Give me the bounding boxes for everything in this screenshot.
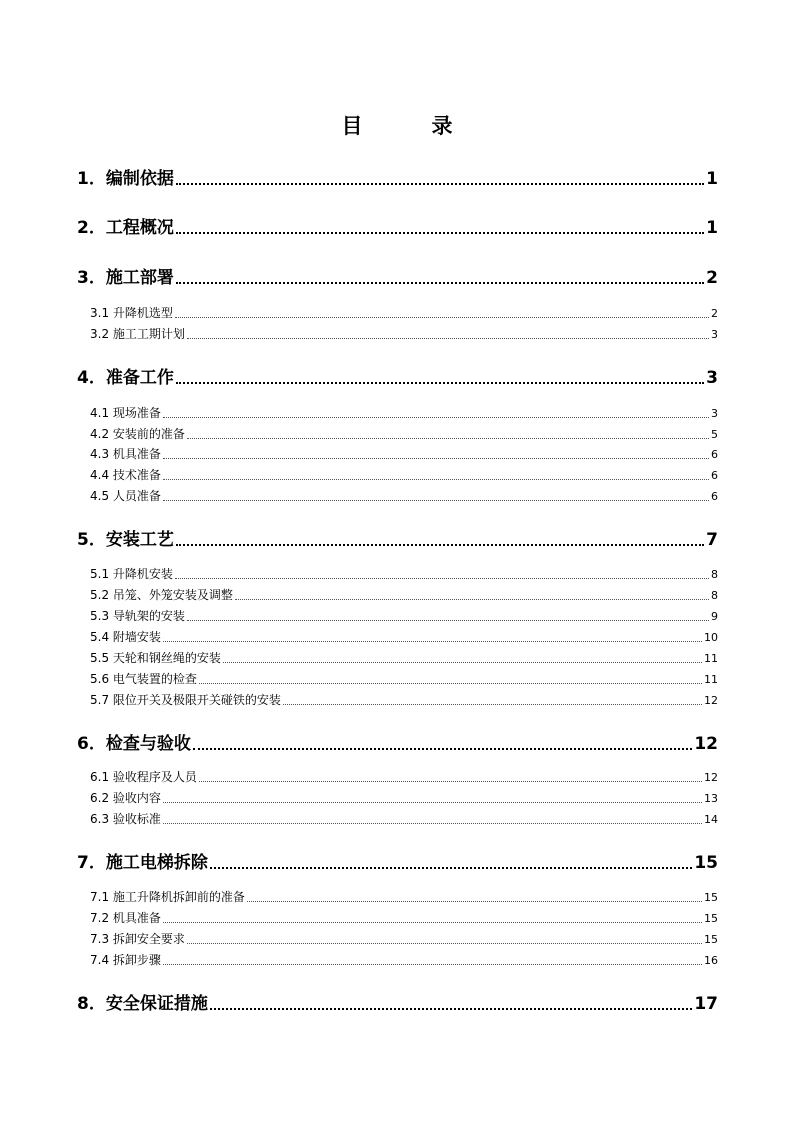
toc-entry-text: 7．施工电梯拆除	[77, 853, 208, 873]
toc-leader-dots	[163, 823, 702, 824]
toc-entry-text: 3.1 升降机选型	[90, 306, 173, 320]
toc-page-number: 5	[711, 428, 718, 441]
toc-page-number: 10	[704, 631, 718, 644]
toc-page-number: 6	[711, 469, 718, 482]
toc-entry-text: 6.3 验收标准	[90, 812, 161, 826]
toc-leader-dots	[163, 802, 702, 803]
toc-entry-text: 6．检查与验收	[77, 734, 191, 754]
toc-entry-text: 6.2 验收内容	[90, 791, 161, 805]
toc-page-number: 6	[711, 448, 718, 461]
toc-entry-text: 3．施工部署	[77, 268, 174, 288]
toc-page-number: 8	[711, 589, 718, 602]
toc-section-entry[interactable]	[90, 909, 718, 926]
toc-section-entry[interactable]	[90, 304, 718, 321]
toc-leader-dots	[187, 943, 702, 944]
toc-section-entry[interactable]	[90, 466, 718, 483]
toc-leader-dots	[235, 599, 709, 600]
toc-entry-text: 6.1 验收程序及人员	[90, 770, 197, 784]
toc-section-entry[interactable]	[90, 445, 718, 462]
toc-entry-text: 7.4 拆卸步骤	[90, 953, 161, 967]
toc-entry-text: 5．安装工艺	[77, 530, 174, 550]
toc-leader-dots	[210, 1008, 692, 1010]
toc-entry-text: 4.2 安装前的准备	[90, 427, 185, 441]
toc-leader-dots	[176, 232, 704, 234]
toc-entry-text: 7.2 机具准备	[90, 911, 161, 925]
toc-section-entry[interactable]	[90, 888, 718, 905]
toc-section-entry[interactable]	[90, 607, 718, 624]
toc-section-entry[interactable]	[90, 404, 718, 421]
toc-section-entry[interactable]	[90, 586, 718, 603]
toc-section-entry[interactable]	[90, 810, 718, 827]
toc-leader-dots	[163, 922, 702, 923]
toc-chapter-entry[interactable]	[77, 213, 718, 238]
toc-page-number: 12	[694, 734, 718, 754]
toc-page-number: 1	[706, 218, 718, 238]
toc-section-entry[interactable]	[90, 425, 718, 442]
toc-page-number: 15	[704, 912, 718, 925]
toc-leader-dots	[199, 781, 702, 782]
toc-page-number: 13	[704, 792, 718, 805]
toc-page-number: 6	[711, 490, 718, 503]
toc-page-number: 2	[711, 307, 718, 320]
toc-leader-dots	[199, 683, 702, 684]
toc-entry-text: 5.5 天轮和钢丝绳的安装	[90, 651, 221, 665]
toc-entry-text: 5.7 限位开关及极限开关碰铁的安装	[90, 693, 281, 707]
toc-entry-text: 5.3 导轨架的安装	[90, 609, 185, 623]
toc-leader-dots	[223, 662, 702, 663]
toc-page-number: 1	[706, 169, 718, 189]
toc-page-number: 15	[704, 933, 718, 946]
toc-chapter-entry[interactable]	[77, 729, 718, 754]
toc-chapter-entry[interactable]	[77, 989, 718, 1014]
toc-leader-dots	[175, 578, 709, 579]
toc-leader-dots	[187, 438, 709, 439]
toc-section-entry[interactable]	[90, 951, 718, 968]
toc-leader-dots	[210, 867, 692, 869]
toc-leader-dots	[193, 748, 692, 750]
toc-entry-text: 5.1 升降机安装	[90, 567, 173, 581]
toc-section-entry[interactable]	[90, 325, 718, 342]
toc-section-entry[interactable]	[90, 565, 718, 582]
toc-entry-text: 3.2 施工工期计划	[90, 327, 185, 341]
toc-section-entry[interactable]	[90, 768, 718, 785]
toc-page-number: 8	[711, 568, 718, 581]
toc-page-number: 3	[711, 328, 718, 341]
toc-section-entry[interactable]	[90, 487, 718, 504]
toc-entry-text: 4.4 技术准备	[90, 468, 161, 482]
toc-entry-text: 7.1 施工升降机拆卸前的准备	[90, 890, 245, 904]
toc-entry-text: 7.3 拆卸安全要求	[90, 932, 185, 946]
toc-page-number: 12	[704, 771, 718, 784]
toc-page-number: 15	[694, 853, 718, 873]
toc-section-entry[interactable]	[90, 691, 718, 708]
toc-entry-text: 4．准备工作	[77, 368, 174, 388]
toc-leader-dots	[187, 338, 709, 339]
toc-leader-dots	[283, 704, 702, 705]
toc-leader-dots	[163, 964, 702, 965]
toc-page-number: 2	[706, 268, 718, 288]
toc-page-number: 3	[711, 407, 718, 420]
toc-page-number: 11	[704, 652, 718, 665]
toc-leader-dots	[176, 544, 704, 546]
toc-page-number: 9	[711, 610, 718, 623]
toc-entry-text: 4.5 人员准备	[90, 489, 161, 503]
toc-page-number: 3	[706, 368, 718, 388]
toc-entry-text: 8．安全保证措施	[77, 994, 208, 1014]
toc-section-entry[interactable]	[90, 670, 718, 687]
toc-page-number: 16	[704, 954, 718, 967]
toc-page-number: 11	[704, 673, 718, 686]
toc-page-number: 12	[704, 694, 718, 707]
toc-page-number: 14	[704, 813, 718, 826]
toc-chapter-entry[interactable]	[77, 848, 718, 873]
toc-section-entry[interactable]	[90, 649, 718, 666]
toc-entry-text: 1．编制依据	[77, 169, 174, 189]
toc-chapter-entry[interactable]	[77, 525, 718, 550]
toc-entry-text: 4.1 现场准备	[90, 406, 161, 420]
toc-page-number: 15	[704, 891, 718, 904]
toc-entry-text: 5.4 附墙安装	[90, 630, 161, 644]
toc-leader-dots	[163, 641, 702, 642]
toc-leader-dots	[163, 458, 709, 459]
toc-chapter-entry[interactable]	[77, 363, 718, 388]
toc-leader-dots	[163, 417, 709, 418]
toc-leader-dots	[176, 282, 704, 284]
toc-chapter-entry[interactable]	[77, 164, 718, 189]
toc-leader-dots	[176, 382, 704, 384]
toc-chapter-entry[interactable]	[77, 263, 718, 288]
toc-page-number: 7	[706, 530, 718, 550]
toc-entry-text: 5.6 电气装置的检查	[90, 672, 197, 686]
toc-leader-dots	[163, 500, 709, 501]
toc-leader-dots	[175, 317, 709, 318]
toc-section-entry[interactable]	[90, 930, 718, 947]
toc-entry-text: 5.2 吊笼、外笼安装及调整	[90, 588, 233, 602]
toc-leader-dots	[187, 620, 709, 621]
toc-entry-text: 4.3 机具准备	[90, 447, 161, 461]
toc-section-entry[interactable]	[90, 789, 718, 806]
toc-title: 目 录	[341, 114, 477, 138]
toc-page-number: 17	[694, 994, 718, 1014]
toc-leader-dots	[176, 183, 704, 185]
toc-leader-dots	[247, 901, 702, 902]
toc-leader-dots	[163, 479, 709, 480]
toc-entry-text: 2．工程概况	[77, 218, 174, 238]
toc-section-entry[interactable]	[90, 628, 718, 645]
